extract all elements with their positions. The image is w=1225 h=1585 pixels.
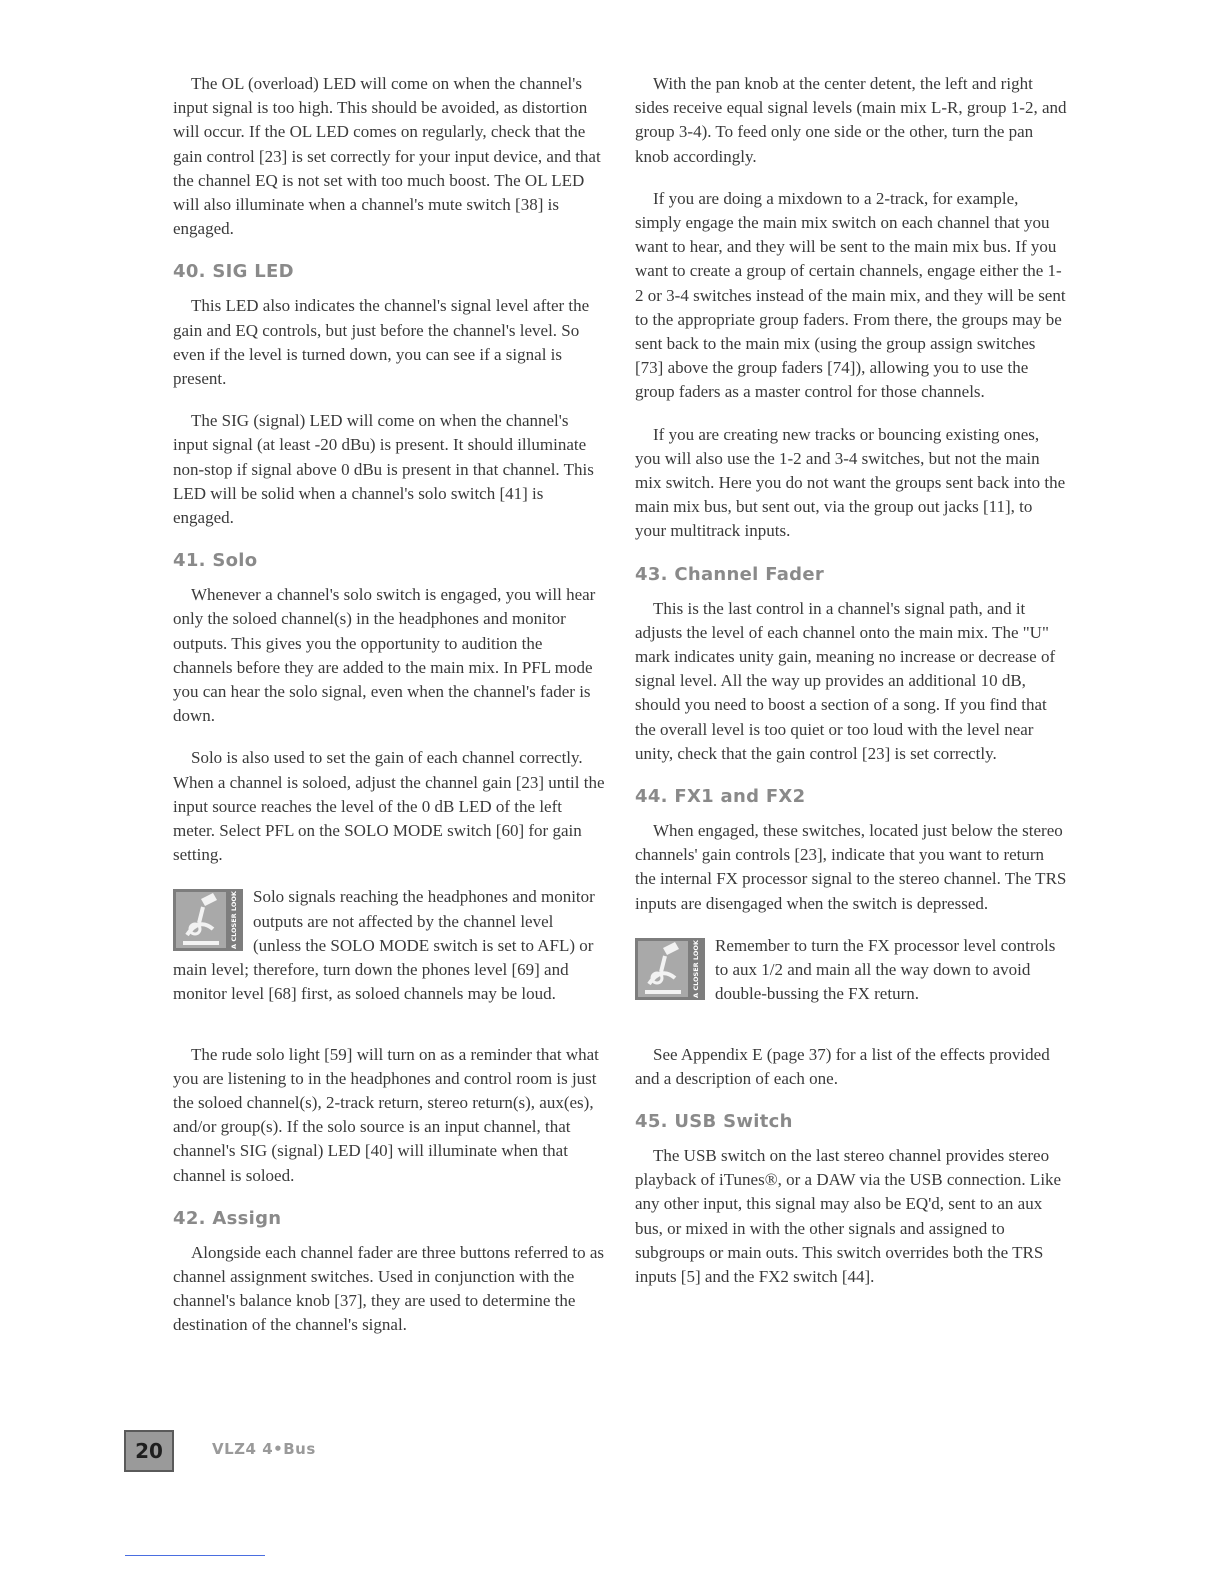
paragraph-new-tracks: If you are creating new tracks or bouncing existing ones, you will also use the 1-2 and 3-4 switches, but not the main mix switch. Here you do not want the groups sent back into the main mix bus, but sent out, via the group out jacks [11], to your multitrack inputs. xyxy=(635,424,1066,541)
heading-channel-fader: 43. Channel Fader xyxy=(635,563,825,585)
paragraph-rude-solo: The rude solo light [59] will turn on as a reminder that what you are listening to in the headphones and control room is just the soloed channel(s), 2-track return, stereo return(s), aux(es), and/or group(s). If the solo source is an input channel, that channel's SIG (signal) LED [40] will illuminate when that channel is soloed. xyxy=(173,1044,599,1185)
heading-assign: 42. Assign xyxy=(173,1207,282,1229)
paragraph-sig-led-1: This LED also indicates the channel's signal level after the gain and EQ controls, but just before the channel's level. So even if the level is turned down, you can see if a signal is present. xyxy=(173,296,590,389)
heading-solo: 41. Solo xyxy=(173,550,258,572)
heading-usb-switch: 45. USB Switch xyxy=(635,1110,793,1132)
paragraph-assign: Alongside each channel fader are three buttons referred to as channel assignment switches. Used in conjunction with the channel's balance knob [37], they are used to determine the destination of the channel's signal. xyxy=(173,1242,604,1335)
heading-sig-led: 40. SIG LED xyxy=(173,261,294,283)
svg-text:A CLOSER LOOK: A CLOSER LOOK xyxy=(230,891,238,950)
svg-text:A CLOSER LOOK: A CLOSER LOOK xyxy=(692,939,700,998)
page-number: 20 xyxy=(124,1430,174,1472)
heading-fx: 44. FX1 and FX2 xyxy=(635,786,806,808)
right-column xyxy=(635,72,1067,1307)
note-solo-text: Solo signals reaching the headphones and monitor outputs are not affected by the channel level (unless the SOLO MODE switch is set to AFL) or main level; therefore, turn down the phones level [69] and monitor level [68] first, as soloed channels may be loud. xyxy=(173,887,595,1004)
left-column xyxy=(173,72,605,1356)
paragraph-fx: When engaged, these switches, located just below the stereo channels' gain controls [23], indicate that you want to return the internal FX processor signal to the stereo channel. The TRS inputs are disengaged when the switch is depressed. xyxy=(635,821,1067,913)
paragraph-appendix: See Appendix E (page 37) for a list of the effects provided and a description of each one. xyxy=(635,1044,1050,1088)
microscope-icon xyxy=(635,938,705,1000)
closer-look-note-fx xyxy=(635,934,1067,1025)
paragraph-channel-fader: This is the last control in a channel's signal path, and it adjusts the level of each channel onto the main mix. The "U" mark indicates unity gain, meaning no increase or decrease of signal level. All the way up provides an additional 10 dB, should you need to boost a section of a song. If you find that the overall level is too quiet or too loud with the level near unity, check that the gain control [23] is set correctly. xyxy=(635,598,1056,763)
paragraph-solo-1: Whenever a channel's solo switch is engaged, you will hear only the soloed channel(s) in the headphones and monitor outputs. This gives you the opportunity to audition the channels before they are added to the main mix. In PFL mode you can hear the solo signal, even when the channel's fader is down. xyxy=(173,585,596,726)
microscope-icon xyxy=(173,889,243,951)
paragraph-usb-switch: The USB switch on the last stereo channel provides stereo playback of iTunes®, or a DAW via the USB connection. Like any other input, this signal may also be EQ'd, sent to an aux bus, or mixed in with the other signals and assigned to subgroups or main outs. This switch overrides both the TRS inputs [5] and the FX2 switch [44]. xyxy=(635,1145,1062,1286)
paragraph-ol-led: The OL (overload) LED will come on when the channel's input signal is too high. This should be avoided, as distortion will occur. If the OL LED comes on regularly, check that the gain control [23] is set correctly for your input device, and that the channel EQ is not set with too much boost. The OL LED will also illuminate when a channel's mute switch [38] is engaged. xyxy=(173,74,601,239)
paragraph-pan: With the pan knob at the center detent, the left and right sides receive equal signal levels (main mix L-R, group 1-2, and group 3-4). To feed only one side or the other, turn the pan knob accordingly. xyxy=(635,74,1067,166)
paragraph-mixdown: If you are doing a mixdown to a 2-track, for example, simply engage the main mix switch on each channel that you want to hear, and they will be sent to the main mix bus. If you want to create a group of certain channels, engage either the 1-2 or 3-4 switches instead of the main mix, and they will be sent to the appropriate group faders. From there, the groups may be sent back to the main mix (using the group assign switches [73] above the group faders [74]), allowing you to use the group faders as a master control for those channels. xyxy=(635,188,1066,402)
closer-look-note-solo xyxy=(173,885,605,1024)
product-name: VLZ4 4•Bus xyxy=(212,1440,316,1458)
paragraph-sig-led-2: The SIG (signal) LED will come on when the channel's input signal (at least -20 dBu) is present. It should illuminate non-stop if signal above 0 dBu is present in that channel. This LED will be solid when a channel's solo switch [41] is engaged. xyxy=(173,411,594,528)
footnote-rule xyxy=(125,1555,265,1556)
note-fx-text: Remember to turn the FX processor level controls to aux 1/2 and main all the way down to avoid double-bussing the FX return. xyxy=(715,935,1056,1004)
paragraph-solo-2: Solo is also used to set the gain of each channel correctly. When a channel is soloed, adjust the channel gain [23] until the input source reaches the level of the 0 dB LED of the left meter. Select PFL on the SOLO MODE switch [60] for gain setting. xyxy=(173,748,605,865)
